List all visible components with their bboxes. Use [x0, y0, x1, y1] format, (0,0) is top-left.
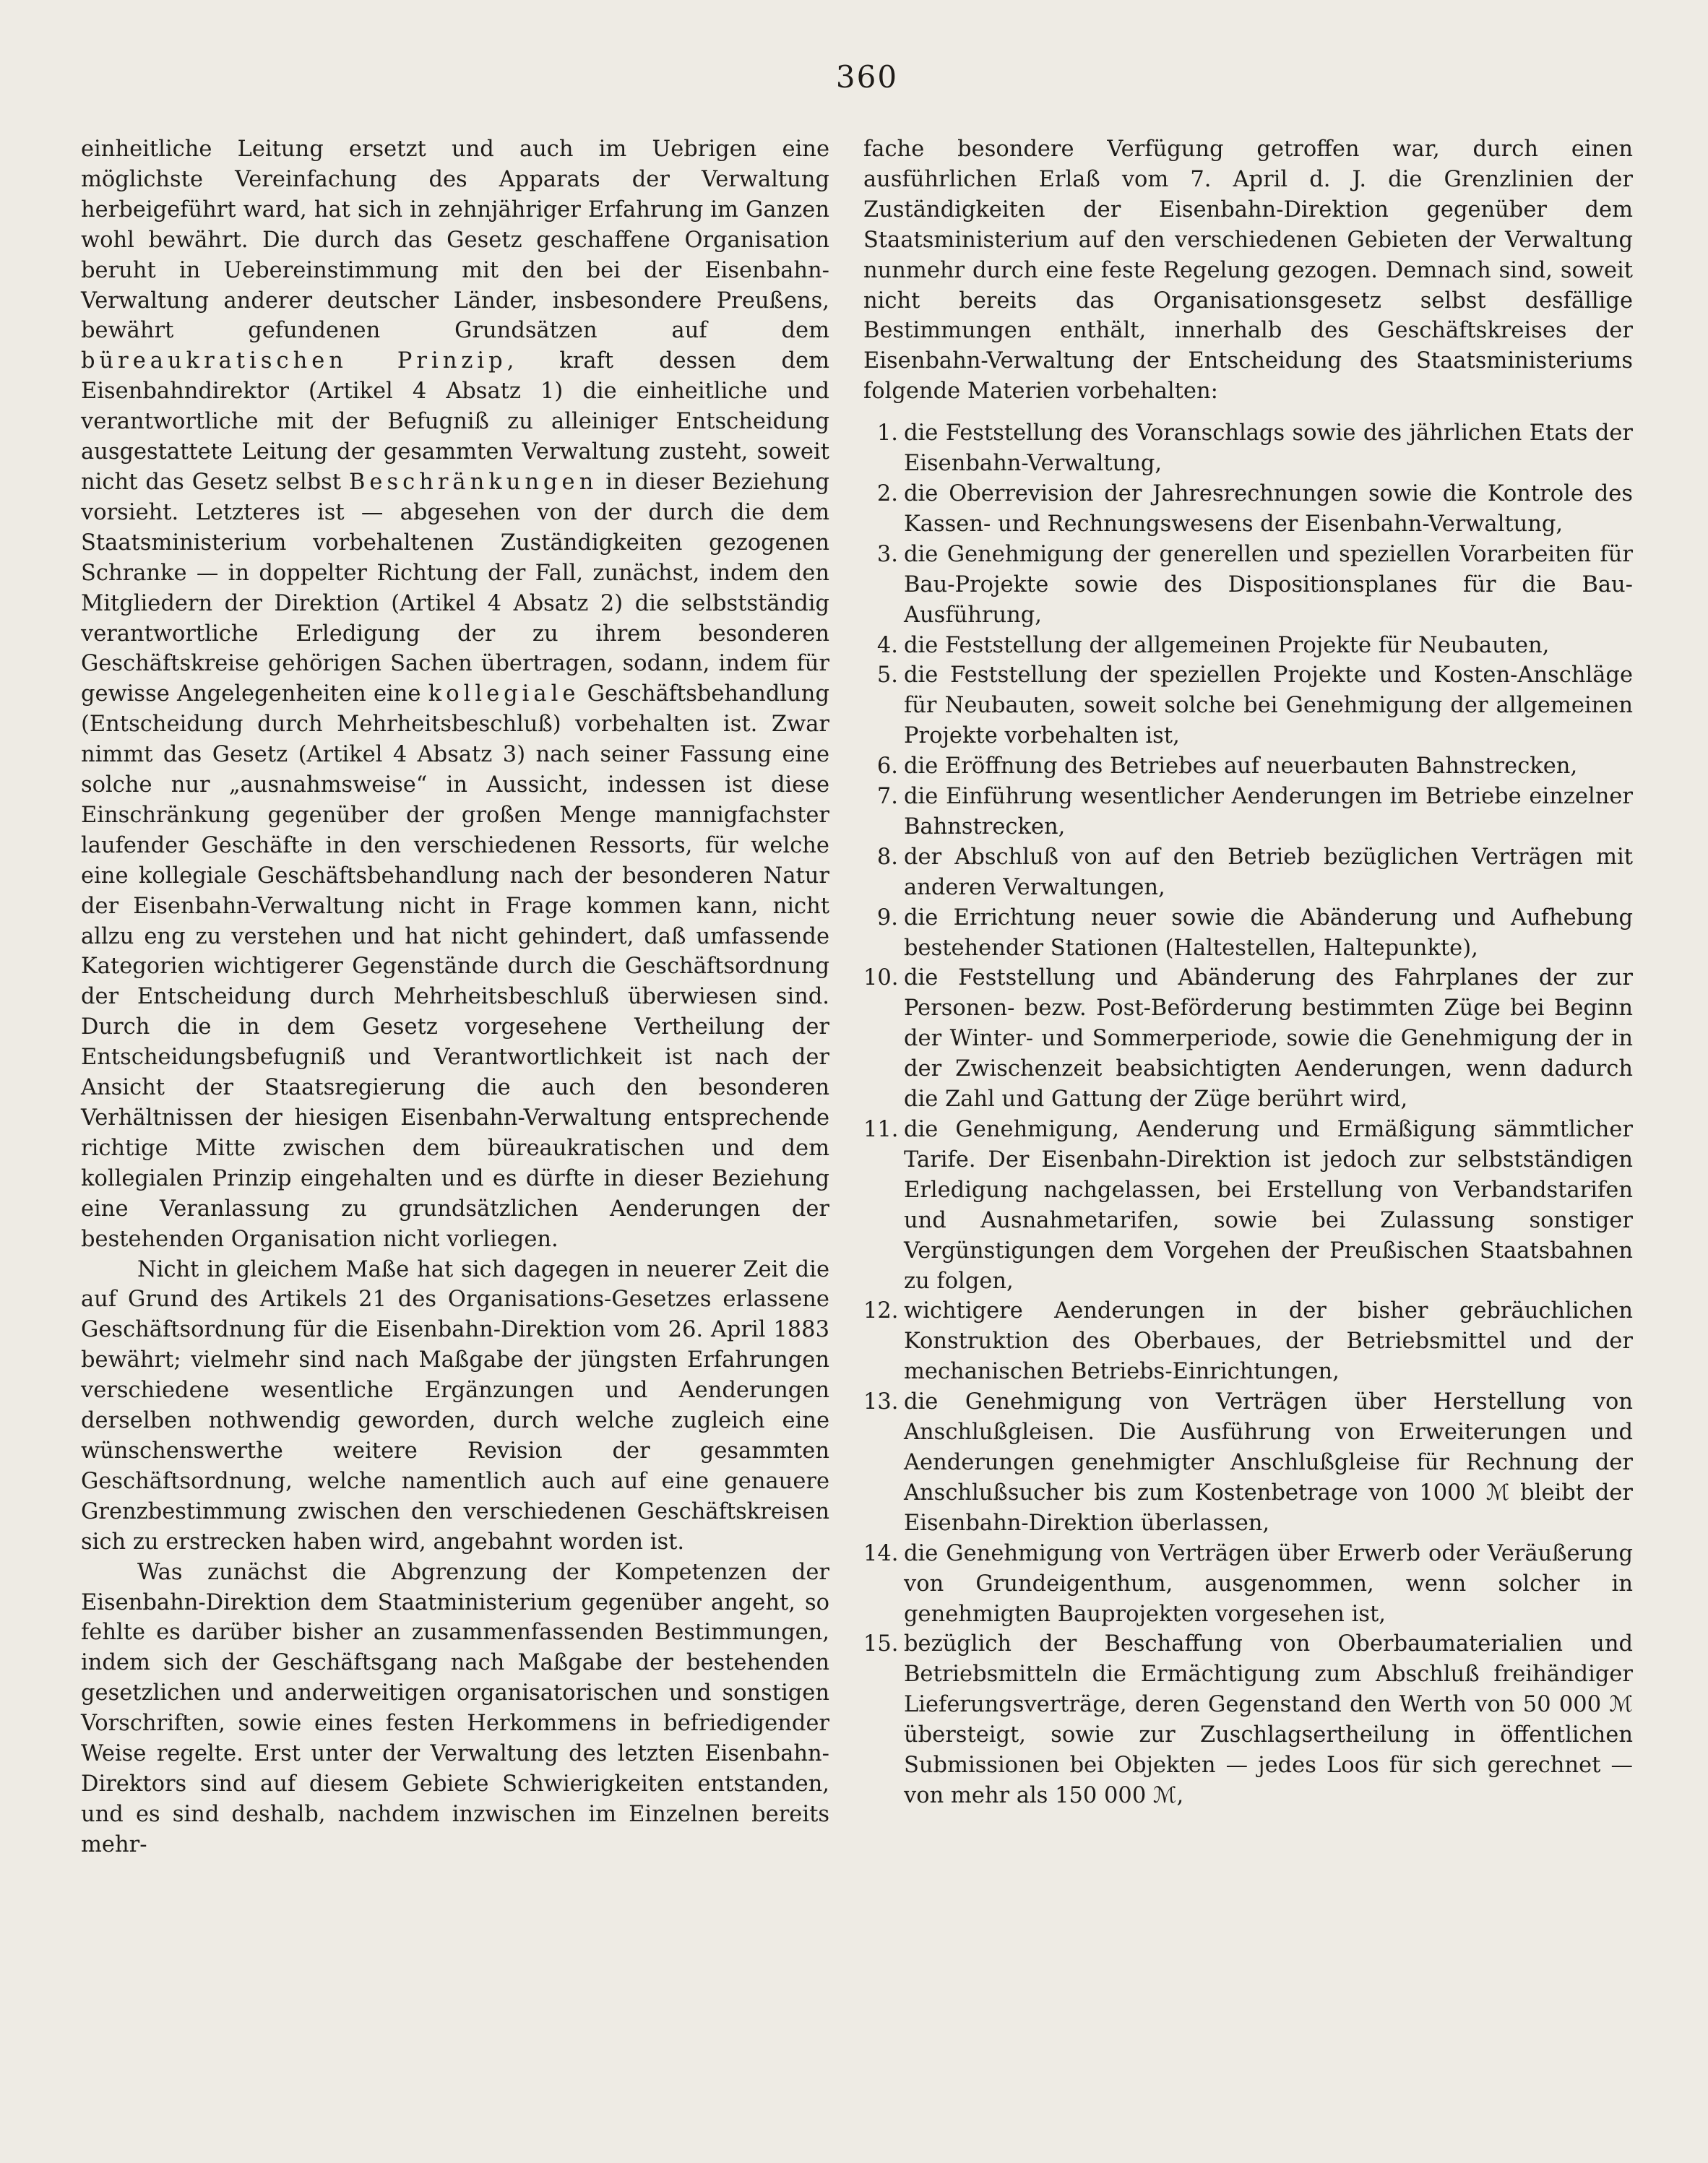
right-intro-paragraph: fache besondere Verfügung getroffen war, durch einen ausführlichen Erlaß vom 7. April d. J. die Grenzlinien der Zuständigkeiten der Eisenbahn-Direktion gegenüber dem Staatsministerium auf den verschiedenen Gebieten der Verwaltung nunmehr durch eine feste Regelung gezogen. Demnach sind, soweit nicht bereits das Organisationsgesetz selbst desfällige Bestimmungen enthält, innerhalb des Geschäftskreises der Eisenbahn-Verwaltung der Entscheidung des Staatsministeriums folgende Materien vorbehalten: — [863, 137, 1633, 405]
list-item-text: wichtigere Aenderungen in der bisher gebräuchlichen Konstruktion des Oberbaues, der Betriebsmittel und der mechanischen Betriebs-Einrichtungen, — [904, 1298, 1633, 1385]
reserved-matters-list — [863, 418, 1633, 1811]
spaced-text-run: büreaukratischen Prinzip — [81, 348, 507, 374]
left-column — [81, 134, 829, 1860]
left-paragraph-3 — [81, 1558, 829, 1860]
list-item-number: 6. — [876, 754, 898, 780]
list-item — [863, 842, 1633, 903]
list-item-number: 5. — [876, 662, 898, 688]
text-run: Nicht in gleichem Maße hat sich dagegen in neuerer Zeit die auf Grund des Artikels 21 des Organisations-Gesetzes erlassene Geschäftsordnung für die Eisenbahn-Direktion vom 26. April 1883 bewährt; vielmehr sind nach Maßgabe der jüngsten Erfahrungen verschiedene wesentliche Ergänzungen und Aenderungen derselben nothwendig geworden, durch welche zugleich eine wünschenswerthe weitere Revision der gesammten Geschäftsordnung, welche namentlich auch auf eine genauere Grenzbestimmung zwischen den verschiedenen Geschäftskreisen sich zu erstrecken haben wird, angebahnt worden ist. — [81, 1256, 829, 1555]
text-run: einheitliche Leitung ersetzt und auch im Uebrigen eine möglichste Vereinfachung des Apparats der Verwaltung herbeigeführt ward, hat sich in zehnjähriger Erfahrung im Ganzen wohl bewährt. Die durch das Gesetz geschaffene Organisation beruht in Uebereinstimmung mit den bei der Eisenbahn-Verwaltung anderer deutscher Länder, insbesondere Preußens, bewährt gefundenen Grundsätzen auf dem — [81, 137, 829, 344]
list-item-text: die Feststellung des Voranschlags sowie des jährlichen Etats der Eisenbahn-Verwaltung, — [904, 420, 1633, 477]
text-run: Geschäftsbehandlung (Entscheidung durch Mehrheitsbeschluß) vorbehalten ist. Zwar nimmt das Gesetz (Artikel 4 Absatz 3) nach seiner Fassung eine solche nur „ausnahmsweise“ in Aussicht, indessen ist diese Einschränkung gegenüber der großen Menge mannigfachster laufender Geschäfte in den verschiedenen Ressorts, für welche eine kollegiale Geschäftsbehandlung nach der besonderen Natur der Eisenbahn-Verwaltung nicht in Frage kommen kann, nicht allzu eng zu verstehen und hat nicht gehindert, daß umfassende Kategorien wichtigerer Gegenstände durch die Geschäftsordnung der Entscheidung durch Mehrheitsbeschluß überwiesen sind. Durch die in dem Gesetz vorgesehene Vertheilung der Entscheidungsbefugniß und Verantwortlichkeit ist nach der Ansicht der Staatsregierung die auch den besonderen Verhältnissen der hiesigen Eisenbahn-Verwaltung entsprechende richtige Mitte zwischen dem büreaukratischen und dem kollegialen Prinzip eingehalten und es dürfte in dieser Beziehung eine Veranlassung zu grundsätzlichen Aenderungen der bestehenden Organisation nicht vorliegen. — [81, 681, 829, 1252]
list-item-number: 13. — [863, 1389, 899, 1415]
page-number: 360 — [835, 59, 899, 95]
list-item — [863, 751, 1633, 782]
list-item-text: die Genehmigung von Verträgen über Erwerb oder Veräußerung von Grundeigenthum, ausgenommen, wenn solcher in genehmigten Bauprojekten vorgesehen ist, — [904, 1540, 1633, 1627]
right-column — [863, 134, 1633, 1811]
list-item-number: 4. — [876, 632, 898, 658]
list-item — [863, 660, 1633, 751]
list-item-number: 9. — [876, 905, 898, 931]
list-item-number: 8. — [876, 844, 898, 870]
list-item-text: die Feststellung und Abänderung des Fahrplanes der zur Personen- bezw. Post-Beförderung bestimmten Züge bei Beginn der Winter- und Sommerperiode, sowie die Genehmigung der in der Zwischenzeit beabsichtigten Aenderungen, wenn dadurch die Zahl und Gattung der Züge berührt wird, — [904, 965, 1633, 1113]
text-run: , kraft dessen dem Eisenbahndirektor (Artikel 4 Absatz 1) die einheitliche und verantwortliche mit der Befugniß zu alleiniger Entscheidung ausgestattete Leitung der gesammten Verwaltung zusteht, soweit nicht das Gesetz selbst — [81, 348, 830, 495]
list-item — [863, 540, 1633, 631]
list-item — [863, 418, 1633, 479]
list-item-text: bezüglich der Beschaffung von Oberbaumaterialien und Betriebsmitteln die Ermächtigung zum Abschluß freihändiger Lieferungsverträge, deren Gegenstand den Werth von 50 000 ℳ übersteigt, sowie zur Zuschlagsertheilung in öffentlichen Submissionen bei Objekten — jedes Loos für sich gerechnet — von mehr als 150 000 ℳ, — [904, 1631, 1633, 1808]
list-item-text: die Einführung wesentlicher Aenderungen im Betriebe einzelner Bahnstrecken, — [904, 784, 1633, 839]
spaced-text-run: Beschränkungen — [349, 469, 598, 495]
list-item-number: 14. — [863, 1540, 899, 1566]
list-item — [863, 479, 1633, 540]
list-item-number: 15. — [863, 1631, 899, 1657]
list-item-number: 10. — [863, 965, 899, 991]
list-item — [863, 782, 1633, 842]
text-run: in dieser Beziehung vorsieht. Letzteres ist — abgesehen von der durch die dem Staatsministerium vorbehaltenen Zuständigkeiten gezogenen Schranke — in doppelter Richtung der Fall, zunächst, indem den Mitgliedern der Direktion (Artikel 4 Absatz 2) die selbstständig verantwortliche Erledigung der zu ihrem besonderen Geschäftskreise gehörigen Sachen übertragen, sodann, indem für gewisse Angelegenheiten eine — [81, 469, 829, 707]
list-item-text: die Genehmigung von Verträgen über Herstellung von Anschlußgleisen. Die Ausführung von Erweiterungen und Aenderungen genehmigter Anschlußgleise für Rechnung der Anschlußsucher bis zum Kostenbetrage von 1000 ℳ bleibt der Eisenbahn-Direktion überlassen, — [904, 1389, 1633, 1536]
list-item-number: 7. — [876, 784, 898, 810]
spaced-text-run: kollegiale — [428, 681, 580, 707]
list-item-text: die Feststellung der speziellen Projekte und Kosten-Anschläge für Neubauten, soweit solche bei Genehmigung der allgemeinen Projekte vorbehalten ist, — [904, 662, 1633, 749]
list-item-number: 3. — [876, 541, 898, 567]
text-run: Was zunächst die Abgrenzung der Kompetenzen der Eisenbahn-Direktion dem Staatministerium gegenüber angeht, so fehlte es darüber bisher an zusammenfassenden Bestimmungen, indem sich der Geschäftsgang nach Maßgabe der bestehenden gesetzlichen und anderweitigen organisatorischen und sonstigen Vorschriften, sowie eines festen Herkommens in befriedigender Weise regelte. Erst unter der Verwaltung des letzten Eisenbahn-Direktors sind auf diesem Gebiete Schwierigkeiten entstanden, und es sind deshalb, nachdem inzwischen im Einzelnen bereits mehr- — [81, 1559, 829, 1857]
list-item-text: die Genehmigung, Aenderung und Ermäßigung sämmtlicher Tarife. Der Eisenbahn-Direktion ist jedoch zur selbstständigen Erledigung nachgelassen, bei Erstellung von Verbandstarifen und Ausnahmetarifen, sowie bei Zulassung sonstiger Vergünstigungen dem Vorgehen der Preußischen Staatsbahnen zu folgen, — [904, 1117, 1633, 1294]
left-paragraph-2 — [81, 1255, 829, 1558]
list-item — [863, 903, 1633, 964]
list-item-text: die Errichtung neuer sowie die Abänderung und Aufhebung bestehender Stationen (Haltestellen, Haltepunkte), — [904, 905, 1633, 961]
list-item — [863, 1629, 1633, 1810]
left-paragraph-1 — [81, 134, 829, 1255]
list-item — [863, 1387, 1633, 1539]
list-item-number: 12. — [863, 1298, 899, 1324]
list-item — [863, 631, 1633, 661]
list-item — [863, 1115, 1633, 1296]
list-item-text: die Genehmigung der generellen und speziellen Vorarbeiten für Bau-Projekte sowie des Dispositionsplanes für die Bau-Ausführung, — [904, 541, 1633, 628]
list-item-text: der Abschluß von auf den Betrieb bezüglichen Verträgen mit anderen Verwaltungen, — [904, 844, 1633, 900]
list-item-number: 1. — [876, 420, 898, 446]
list-item — [863, 963, 1633, 1115]
list-item — [863, 1296, 1633, 1387]
list-item-number: 11. — [863, 1117, 899, 1142]
list-item-text: die Oberrevision der Jahresrechnungen sowie die Kontrole des Kassen- und Rechnungswesens der Eisenbahn-Verwaltung, — [904, 480, 1633, 537]
list-item-text: die Eröffnung des Betriebes auf neuerbauten Bahnstrecken, — [904, 754, 1578, 780]
list-item-number: 2. — [876, 480, 898, 506]
list-item — [863, 1539, 1633, 1630]
list-item-text: die Feststellung der allgemeinen Projekte für Neubauten, — [904, 632, 1550, 658]
